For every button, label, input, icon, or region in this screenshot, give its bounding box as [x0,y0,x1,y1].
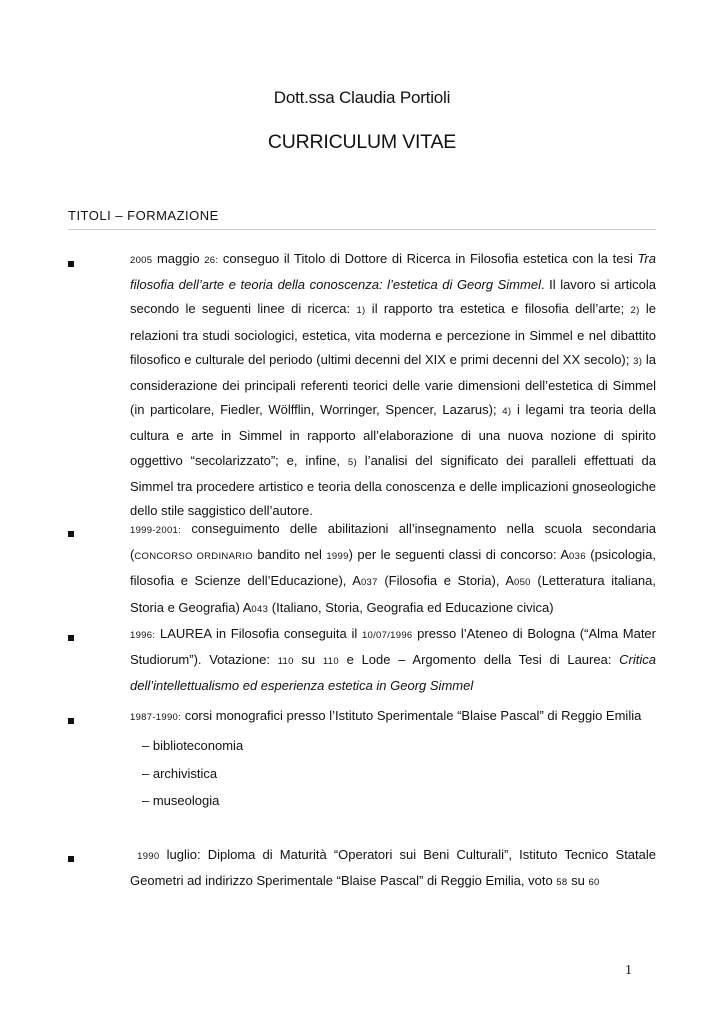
bullet-icon [68,635,74,641]
course-list [130,732,656,815]
thesis-title: Tra filosofia dell’arte e teoria della conoscenza: l’estetica di Georg Simmel [130,251,656,293]
bullet-icon [68,261,74,267]
entry-text: 1999-2001: conseguimento delle abilitazioni all’insegnamento nella scuola secondaria (CONCORSO ORDINARIO bandito nel 1999) per le seguenti classi di concorso: A036 (psicologia, filosofia e Scienze dell’Educazione), A037 (Filosofia e Storia), A050 (Letteratura italiana, Storia e Geografia) A043 (Italiano, Storia, Geografia ed Educazione civica) [130,521,657,615]
course-item: – biblioteconomia [142,738,244,754]
course-item: – archivistica [142,765,218,781]
thesis-title: Critica dell’intellettualismo ed esperienza estetica in Georg Simmel [130,652,656,694]
section-heading: TITOLI – FORMAZIONE [68,208,656,230]
bullet-icon [68,531,74,537]
person-name: Dott.ssa Claudia Portioli [273,88,451,107]
bullet-icon [68,856,74,862]
course-item: – museologia [142,793,220,809]
bullet-icon [68,718,74,724]
page-number: 1 [625,963,632,978]
entry-text: 1996: LAUREA in Filosofia conseguita il 10/07/1996 presso l’Ateneo di Bologna (“Alma Mater Studiorum”). Votazione: 110 su 110 e Lode – Argomento della Tesi di Laurea: Critica dell’intellettualismo ed esperienza estetica in Georg Simmel [130,626,656,694]
entry-text: 1990 luglio: Diploma di Maturità “Operatori sui Beni Culturali”, Istituto Tecnico Statale Geometri ad indirizzo Sperimentale “Blaise Pascal” di Reggio Emilia, voto 58 su 60 [130,847,656,889]
entry-text: 2005 maggio 26: conseguo il Titolo di Dottore di Ricerca in Filosofia estetica con la tesi Tra filosofia dell’arte e teoria della conoscenza: l’estetica di Georg Simmel. Il lavoro si articola secondo le seguenti linee di ricerca: 1) il rapporto tra estetica e filosofia dell’arte; 2) le relazioni tra studi sociologici, estetica, vita moderna e percezione in Simmel e nel dibattito filosofico e culturale del periodo (ultimi decenni del XIX e primi decenni del XX secolo); 3) la considerazione dei principali referenti teorici delle varie dimensioni dell’estetica di Simmel (in particolare, Fiedler, Wölfflin, Worringer, Spencer, Lazarus); 4) i legami tra teoria della cultura e arte in Simmel in rapporto all’elaborazione di una nuova nozione di spirito oggettivo “secolarizzato”; e, infine, 5) l’analisi del significato dei paralleli effettuati da Simmel tra procedere artistico e teoria della conoscenza e delle implicazioni gnoseologiche dello stile saggistico dell’autore. [130,251,657,519]
document-title: CURRICULUM VITAE [267,131,457,153]
entry-text: 1987-1990: corsi monografici presso l’Istituto Sperimentale “Blaise Pascal” di Reggio Emilia – biblioteconomia – archivistica – museologia [130,704,656,815]
